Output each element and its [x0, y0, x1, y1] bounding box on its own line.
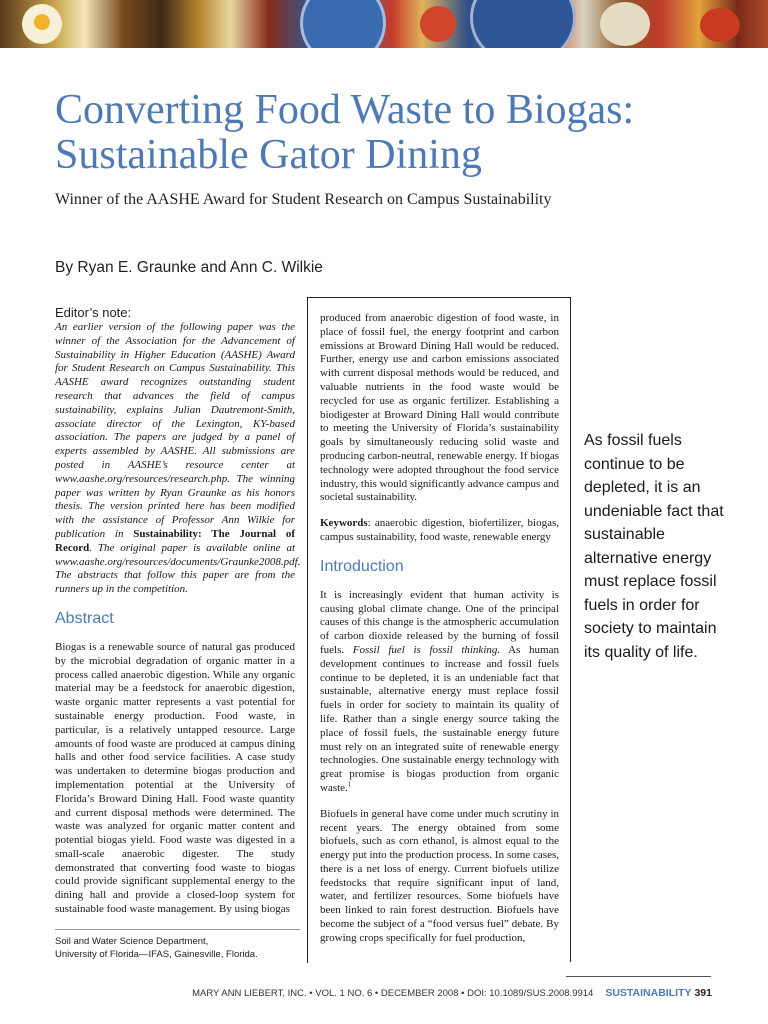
- affiliation-line-2: University of Florida—IFAS, Gainesville, Florida.: [55, 949, 258, 960]
- article-subtitle: Winner of the AASHE Award for Student Research on Campus Sustainability: [55, 191, 552, 208]
- title-line-1: Converting Food Waste to Biogas:: [55, 87, 635, 133]
- food-photo: [34, 14, 50, 30]
- footer-journal-name: SUSTAINABILITY: [605, 987, 692, 999]
- page-number: 391: [694, 987, 712, 999]
- editors-note-heading: Editor’s note:: [55, 305, 132, 320]
- author-byline: By Ryan E. Graunke and Ann C. Wilkie: [55, 259, 323, 276]
- intro-text-a: It is increasingly evident that human activity is causing global climate change. One of the principal causes of this change is the atmospheric accumulation of carbon dioxide released by the burning of fossil fuels.: [320, 588, 559, 656]
- keywords: [320, 517, 559, 545]
- pull-quote: As fossil fuels continue to be depleted, it is an undeniable fact that sustainable alternative energy must replace fossil fuels in order for society to maintain its quality of life.: [584, 432, 724, 661]
- abstract-text: Biogas is a renewable source of natural gas produced by the microbial degradation of organic matter in a process called anaerobic digestion. While any organic material may be a feedstock for anaerobic digestion, waste organic matter represents a vast potential for sustainable energy production. Food waste, in particular, is a relatively untapped resource. Large amounts of food waste are produced at campus dining halls and other food service facilities. A case study was undertaken to determine biogas production and implementation potential at the University of Florida’s Broward Dining Hall. Food waste quantity and current disposal methods were determined. The waste was analyzed for organic matter content and potential biogas yield. Food waste was digested in a small-scale anaerobic digester. The study demonstrated that converting food waste to biogas could provide significant supplemental energy to the dining hall and provide a closed-loop system for sustainable food waste management. By using biogas: [55, 640, 295, 916]
- introduction-heading: Introduction: [320, 557, 404, 575]
- journal-name: Sustainability: The Journal of Record: [55, 527, 295, 554]
- plate-photo: [470, 0, 576, 48]
- column-divider: [307, 297, 308, 963]
- editors-note-body: [55, 321, 301, 597]
- article-title: [55, 88, 735, 178]
- intro-text-b: As human development continues to increase and fossil fuels continue to be depleted, it is an undeniable fact that sustainable, alternative energy must replace fossil fuels in order for society to maintain its quality of life. Rather than a single energy source taking the place of fossil fuels, the sustainable energy future must rely on an integrated suite of renewable energy technologies. One sustainable energy technology with great promise is biogas production from organic waste.: [320, 643, 559, 794]
- abstract-continued: produced from anaerobic digestion of food waste, in place of fossil fuel, the energy footprint and carbon emissions at Broward Dining Hall would be reduced. Further, energy use and carbon emissions associated with current disposal methods would be reduced, and valuable nutrients in the food waste would be recycled for use as organic fertilizer. Establishing a biodigester at Broward Dining Hall would contribute to meeting the University of Florida’s sustainability goals by simultaneously reducing solid waste and producing carbon-neutral, renewable energy. If biogas technology were adopted throughout the food service industry, this would significantly advance campus and societal sustainability.: [320, 312, 559, 504]
- keywords-text: : anaerobic digestion, biofertilizer, biogas, campus sustainability, food waste, renewable energy: [320, 517, 559, 543]
- editors-note-text-1: An earlier version of the following paper was the winner of the Association for the Advancement of Sustainability in Higher Education (AASHE) Award for Student Research on Campus Sustainability. This AASHE award recognizes outstanding student research that advances the field of campus sustainability, explains Julian Dautremont-Smith, associate director of the Lexington, KY-based association. The papers are judged by a panel of experts assembled by AASHE. All submissions are posted in AASHE’s resource center at www.aashe.org/resources/research.php. The winning paper was written by Ryan Graunke as his honors thesis. The version printed here has been modified with the assistance of Professor Ann Wilkie for publication in: [55, 321, 295, 540]
- box-rule-right: [570, 297, 571, 962]
- left-column: [55, 305, 301, 917]
- plate-photo: [300, 0, 386, 48]
- introduction-paragraph-2: Biofuels in general have come under much scrutiny in recent years. The energy obtained from some biofuels, such as corn ethanol, is almost equal to the energy put into the production process. In some cases, there is a net loss of energy. Current biofuels utilize feedstocks that require significant input of land, water, and fertilizer resources. Some biofuels have been linked to rain forest destruction. Biofuels have become the subject of a “food versus fuel” debate. By growing crops specifically for fuel production,: [320, 807, 559, 944]
- intro-italic-phrase: Fossil fuel is fossil thinking.: [352, 643, 501, 656]
- title-line-2: Sustainable Gator Dining: [55, 132, 482, 178]
- header-photo-banner: [0, 0, 768, 48]
- reference-superscript: 1: [347, 780, 352, 789]
- food-photo: [600, 2, 650, 46]
- box-rule-top: [307, 297, 571, 298]
- author-affiliation: [55, 935, 300, 961]
- footer-citation: MARY ANN LIEBERT, INC. • VOL. 1 NO. 6 • DECEMBER 2008 • DOI: 10.1089/SUS.2008.9914: [192, 988, 594, 999]
- food-photo: [420, 6, 456, 42]
- food-photo: [700, 8, 740, 42]
- middle-column: [320, 312, 559, 946]
- affiliation-line-1: Soil and Water Science Department,: [55, 936, 209, 947]
- abstract-heading: Abstract: [55, 609, 114, 627]
- keywords-label: Keywords: [320, 517, 368, 530]
- editors-note-text-2: . The original paper is available online at www.aashe.org/resources/documents/Graunke2008.pdf. The abstracts that follow this paper are from the runners up in the competition.: [55, 541, 301, 596]
- footer-rule: [566, 976, 711, 977]
- introduction-paragraph-1: [320, 589, 559, 796]
- affiliation-rule: [55, 929, 300, 930]
- page-footer: [0, 987, 712, 999]
